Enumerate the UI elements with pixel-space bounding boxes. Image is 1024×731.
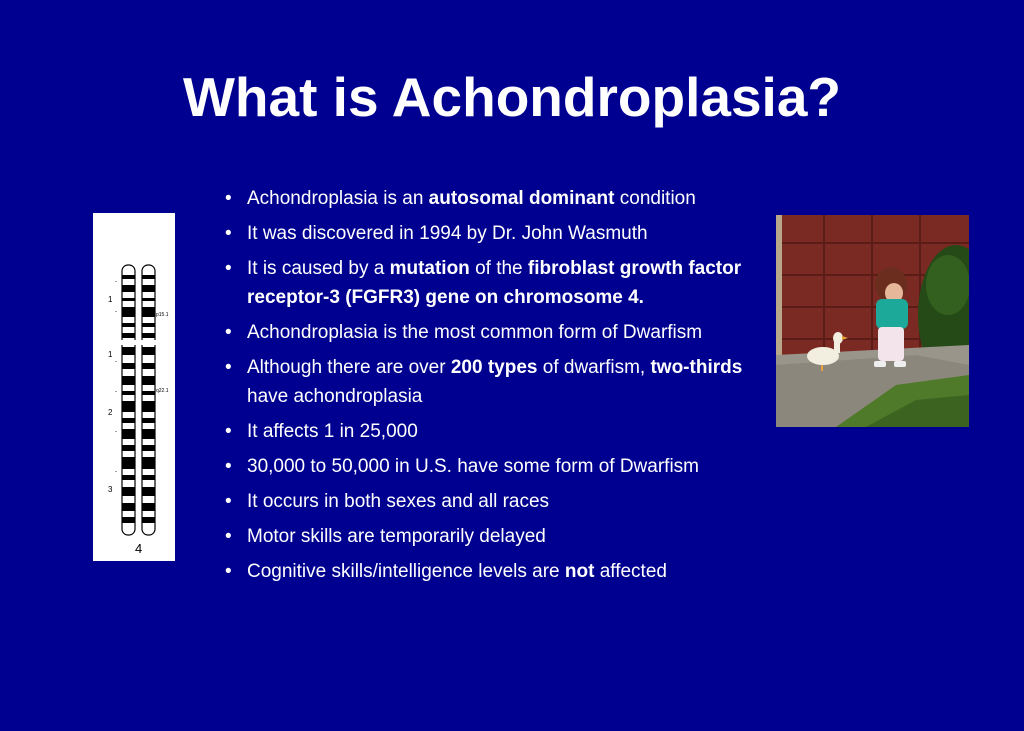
svg-text:-: - [115, 309, 117, 315]
bullet-item [222, 487, 782, 516]
region-label: 2 [108, 408, 113, 417]
bullet-text: Although there are over [247, 357, 451, 378]
region-label: 1 [108, 295, 113, 304]
bullet-text: Achondroplasia is an [247, 188, 429, 209]
bullet-text: Motor skills are temporarily delayed [247, 526, 546, 547]
bullet-text: of the [469, 258, 528, 279]
bullet-text: have achondroplasia [247, 386, 423, 407]
svg-text:-: - [115, 279, 117, 285]
band-label: p15.1 [156, 312, 169, 318]
bullet-text: affected [594, 561, 667, 582]
region-label: 1 [108, 350, 113, 359]
child-with-duck-photo [776, 215, 969, 427]
bullet-text: It is caused by a [247, 258, 390, 279]
photo-image [776, 215, 969, 427]
bullet-text-bold: fibroblast growth factor receptor-3 (FGFR3) gene on chromosome 4. [247, 258, 742, 308]
bullet-text: 30,000 to 50,000 in U.S. have some form of Dwarfism [247, 456, 699, 477]
bullet-list [222, 184, 782, 592]
slide-title: What is Achondroplasia? [182, 66, 841, 128]
bullet-item [222, 318, 782, 347]
bullet-text-bold: not [564, 561, 595, 582]
bullet-text: condition [614, 188, 696, 209]
bullet-item [222, 184, 782, 213]
svg-text:-: - [115, 359, 117, 365]
bullet-text: Cognitive skills/intelligence levels are [247, 561, 565, 582]
bullet-text: It affects 1 in 25,000 [247, 421, 418, 442]
bullet-text-bold: 200 types [450, 357, 538, 378]
band-label: q22.1 [156, 388, 169, 394]
region-label: 3 [108, 485, 113, 494]
bullet-item [222, 353, 782, 411]
chromosome-number-label: 4 [135, 541, 143, 556]
bullet-text: It was discovered in 1994 by Dr. John Wasmuth [247, 223, 648, 244]
bullet-text: Achondroplasia is the most common form of Dwarfism [247, 322, 703, 343]
bullet-item [222, 452, 782, 481]
bullet-text: It occurs in both sexes and all races [247, 491, 550, 512]
bullet-text-bold: autosomal dominant [428, 188, 615, 209]
bullet-item [222, 254, 782, 312]
svg-text:-: - [115, 469, 117, 475]
bullet-item [222, 522, 782, 551]
chromosome-ideogram [93, 213, 175, 561]
bullet-item [222, 417, 782, 446]
bullet-item [222, 219, 782, 248]
bullet-text-bold: mutation [389, 258, 470, 279]
svg-text:-: - [115, 389, 117, 395]
bullet-item [222, 557, 782, 586]
bullet-text-bold: two-thirds [650, 357, 743, 378]
chromosome-4-diagram [93, 213, 175, 561]
svg-text:-: - [115, 429, 117, 435]
bullet-text: of dwarfism, [537, 357, 651, 378]
